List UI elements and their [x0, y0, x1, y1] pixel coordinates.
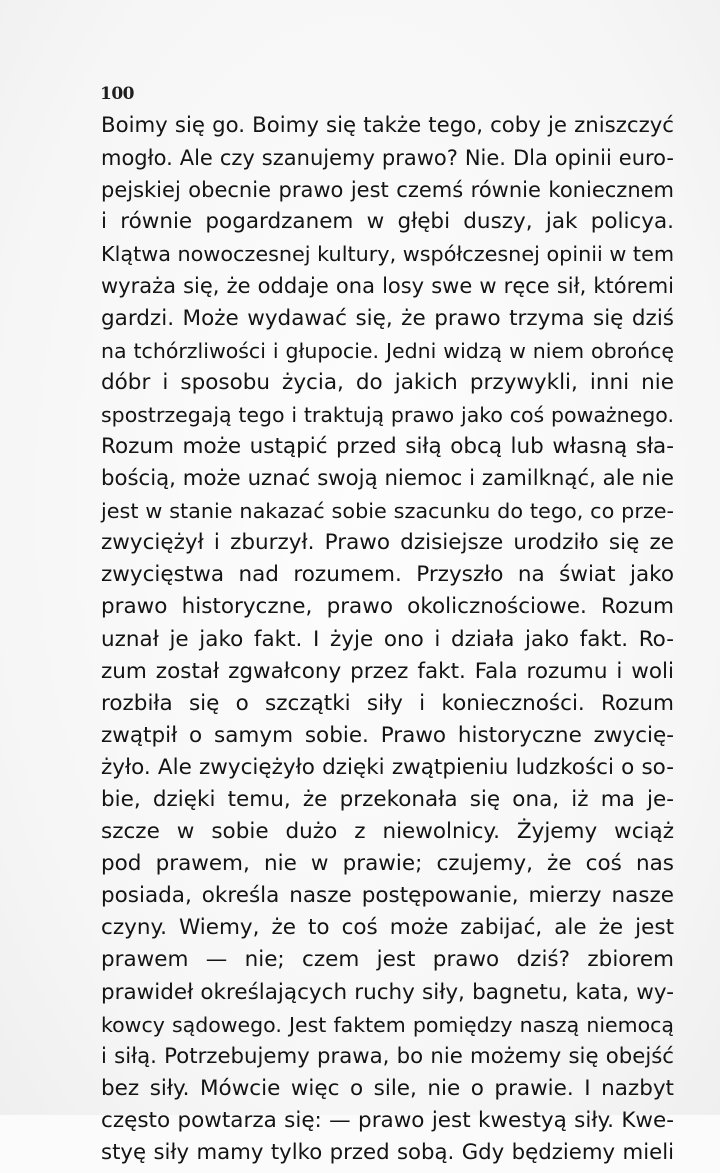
text-line: zwycięstwa nad rozumem. Przyszło na świat jako: [101, 562, 674, 588]
text-line: na tchórzliwości i głupocie. Jedni widzą w niem obrońcę: [101, 338, 674, 363]
text-line: spostrzegają tego i traktują prawo jako coś poważnego.: [101, 402, 674, 427]
text-line: pod prawem, nie w prawie; czujemy, że coś nas: [101, 851, 674, 877]
text-line: jest w stanie nakazać sobie szacunku do tego, co prze-: [101, 499, 674, 524]
text-line: i siłą. Potrzebujemy prawa, bo nie możemy się obejść: [101, 1043, 674, 1069]
text-line: bie, dzięki temu, że przekonała się ona, iż ma je-: [101, 786, 674, 812]
text-line: wyraża się, że oddaje ona losy swe w ręce sił, któremi: [101, 274, 674, 299]
text-line: bością, może uznać swoją niemoc i zamilknąć, ale nie: [101, 466, 674, 492]
text-line: szcze w sobie dużo z niewolnicy. Żyjemy wciąż: [101, 819, 674, 845]
text-line: czyny. Wiemy, że to coś może zabijać, ale że jest: [101, 915, 674, 941]
text-line: prawem — nie; czem jest prawo dziś? zbiorem: [101, 947, 674, 973]
text-line: Klątwa nowoczesnej kultury, współczesnej opinii w tem: [101, 242, 675, 267]
body-text: [101, 106, 674, 1165]
text-line: gardzi. Może wydawać się, że prawo trzyma się dziś: [101, 305, 674, 331]
text-line: dóbr i sposobu życia, do jakich przywykli, inni nie: [101, 369, 674, 395]
text-line: i równie pogardzanem w głębi duszy, jak policya.: [101, 209, 674, 235]
text-line: pejskiej obecnie prawo jest czemś równie koniecznem: [101, 178, 674, 203]
text-line: zum został zgwałcony przez fakt. Fala rozumu i woli: [101, 658, 674, 684]
text-line: zwątpił o samym sobie. Prawo historyczne zwycię-: [101, 722, 674, 748]
text-line: prawo historyczne, prawo okolicznościowe. Rozum: [101, 594, 674, 620]
text-line: kowcy sądowego. Jest faktem pomiędzy naszą niemocą: [101, 1012, 674, 1037]
text-line: prawideł określających ruchy siły, bagnetu, kata, wy-: [101, 979, 674, 1005]
text-line: posiada, określa nasze postępowanie, mierzy nasze: [101, 883, 674, 909]
text-line: rozbiła się o szczątki siły i konieczności. Rozum: [101, 690, 674, 716]
text-line: styę siły mamy tylko przed sobą. Gdy będziemy mieli: [101, 1140, 674, 1165]
text-line: bez siły. Mówcie więc o sile, nie o prawie. I nazbyt: [101, 1075, 674, 1101]
text-line: Rozum może ustąpić przed siłą obcą lub własną sła-: [101, 433, 674, 459]
text-line: mogło. Ale czy szanujemy prawo? Nie. Dla opinii euro-: [101, 146, 674, 171]
page-number: 100: [100, 84, 134, 104]
text-line: uznał je jako fakt. I żyje ono i działa jako fakt. Ro-: [101, 626, 674, 652]
text-line: Boimy się go. Boimy się także tego, coby je zniszczyć: [101, 113, 674, 138]
text-line: żyło. Ale zwyciężyło dzięki zwątpieniu ludzkości o so-: [101, 754, 674, 780]
text-line: zwyciężył i zburzył. Prawo dzisiejsze urodziło się ze: [101, 530, 674, 556]
text-line: często powtarza się: — prawo jest kwestyą siły. Kwe-: [101, 1107, 674, 1133]
